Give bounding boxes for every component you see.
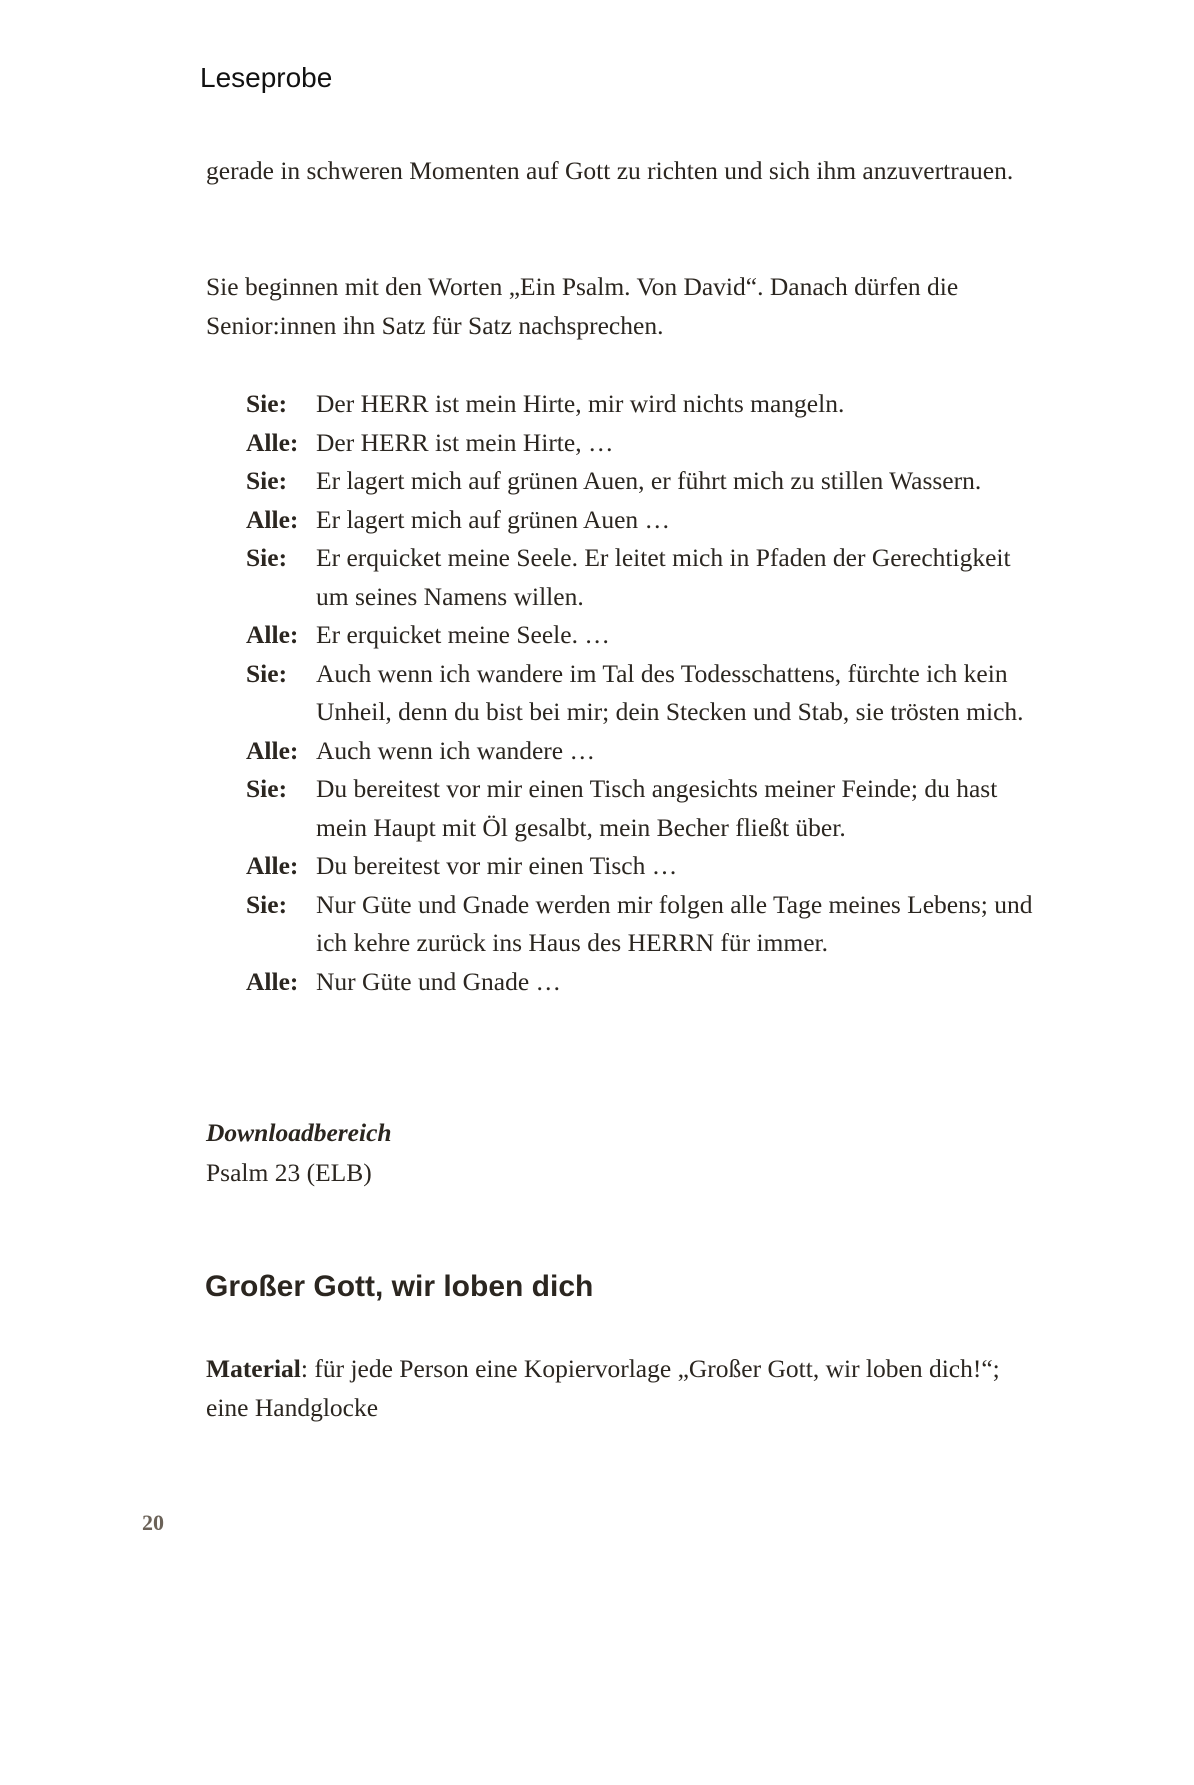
page-number: 20 [142, 1510, 164, 1535]
dialogue-row [246, 501, 1046, 540]
dialogue-speaker: Alle: [246, 851, 299, 880]
dialogue-speaker: Sie: [246, 466, 288, 495]
dialogue-speaker: Alle: [246, 735, 299, 765]
dialogue-row [246, 770, 1046, 847]
dialogue-text: Der HERR ist mein Hirte, … [316, 427, 614, 457]
dialogue-row [246, 732, 1046, 771]
dialogue-row [246, 963, 1046, 1002]
dialogue-row [246, 655, 1046, 732]
download-item: Psalm 23 (ELB) [206, 1158, 372, 1187]
dialogue-row [246, 616, 1046, 655]
dialogue-row [246, 886, 1046, 963]
section-heading: Großer Gott, wir loben dich [205, 1270, 594, 1303]
material-paragraph [206, 1350, 1046, 1427]
dialogue-speaker: Sie: [246, 889, 288, 919]
download-section-title: Downloadbereich [206, 1118, 392, 1147]
material-text: : für jede Person eine Kopiervorlage „Großer Gott, wir loben dich!“; eine Handglocke [206, 1354, 1000, 1422]
dialogue-text: Er erquicket meine Seele. … [316, 620, 610, 649]
dialogue-row [246, 539, 1046, 616]
material-label: Material [206, 1354, 301, 1383]
dialogue-text: Nur Güte und Gnade … [316, 966, 562, 996]
dialogue-text: Auch wenn ich wandere … [316, 735, 595, 765]
dialogue-speaker: Alle: [246, 427, 299, 457]
dialogue-text: Auch wenn ich wandere im Tal des Todesschattens, fürchte ich kein Unheil, denn du bist bei mir; dein Stecken und Stab, sie trösten mich. [316, 658, 1024, 726]
psalm-dialogue [246, 385, 1046, 1001]
dialogue-row [246, 424, 1046, 463]
dialogue-speaker: Sie: [246, 658, 288, 688]
dialogue-text: Der HERR ist mein Hirte, mir wird nichts mangeln. [316, 389, 845, 418]
dialogue-row [246, 847, 1046, 886]
dialogue-text: Du bereitest vor mir einen Tisch … [316, 851, 678, 880]
dialogue-speaker: Alle: [246, 966, 299, 996]
dialogue-speaker: Sie: [246, 543, 288, 572]
dialogue-speaker: Alle: [246, 620, 299, 649]
dialogue-speaker: Sie: [246, 774, 288, 803]
dialogue-text: Nur Güte und Gnade werden mir folgen alle Tage meines Lebens; und ich kehre zurück ins Haus des HERRN für immer. [316, 889, 1033, 957]
dialogue-text: Er lagert mich auf grünen Auen, er führt mich zu stillen Wassern. [316, 466, 982, 495]
dialogue-row [246, 385, 1046, 424]
dialogue-speaker: Alle: [246, 504, 299, 534]
dialogue-speaker: Sie: [246, 389, 288, 418]
leseprobe-header: Leseprobe [200, 62, 333, 93]
intro-paragraph-2: Sie beginnen mit den Worten „Ein Psalm. Von David“. Danach dürfen die Senior:innen ihn Satz für Satz nachsprechen. [206, 272, 959, 340]
dialogue-text: Er erquicket meine Seele. Er leitet mich in Pfaden der Gerechtigkeit um seines Namens willen. [316, 543, 1011, 611]
dialogue-text: Du bereitest vor mir einen Tisch angesichts meiner Feinde; du hast mein Haupt mit Öl gesalbt, mein Becher fließt über. [316, 774, 998, 842]
dialogue-text: Er lagert mich auf grünen Auen … [316, 504, 671, 534]
dialogue-row [246, 462, 1046, 501]
intro-paragraph-1: gerade in schweren Momenten auf Gott zu richten und sich ihm anzuvertrauen. [206, 156, 1014, 185]
